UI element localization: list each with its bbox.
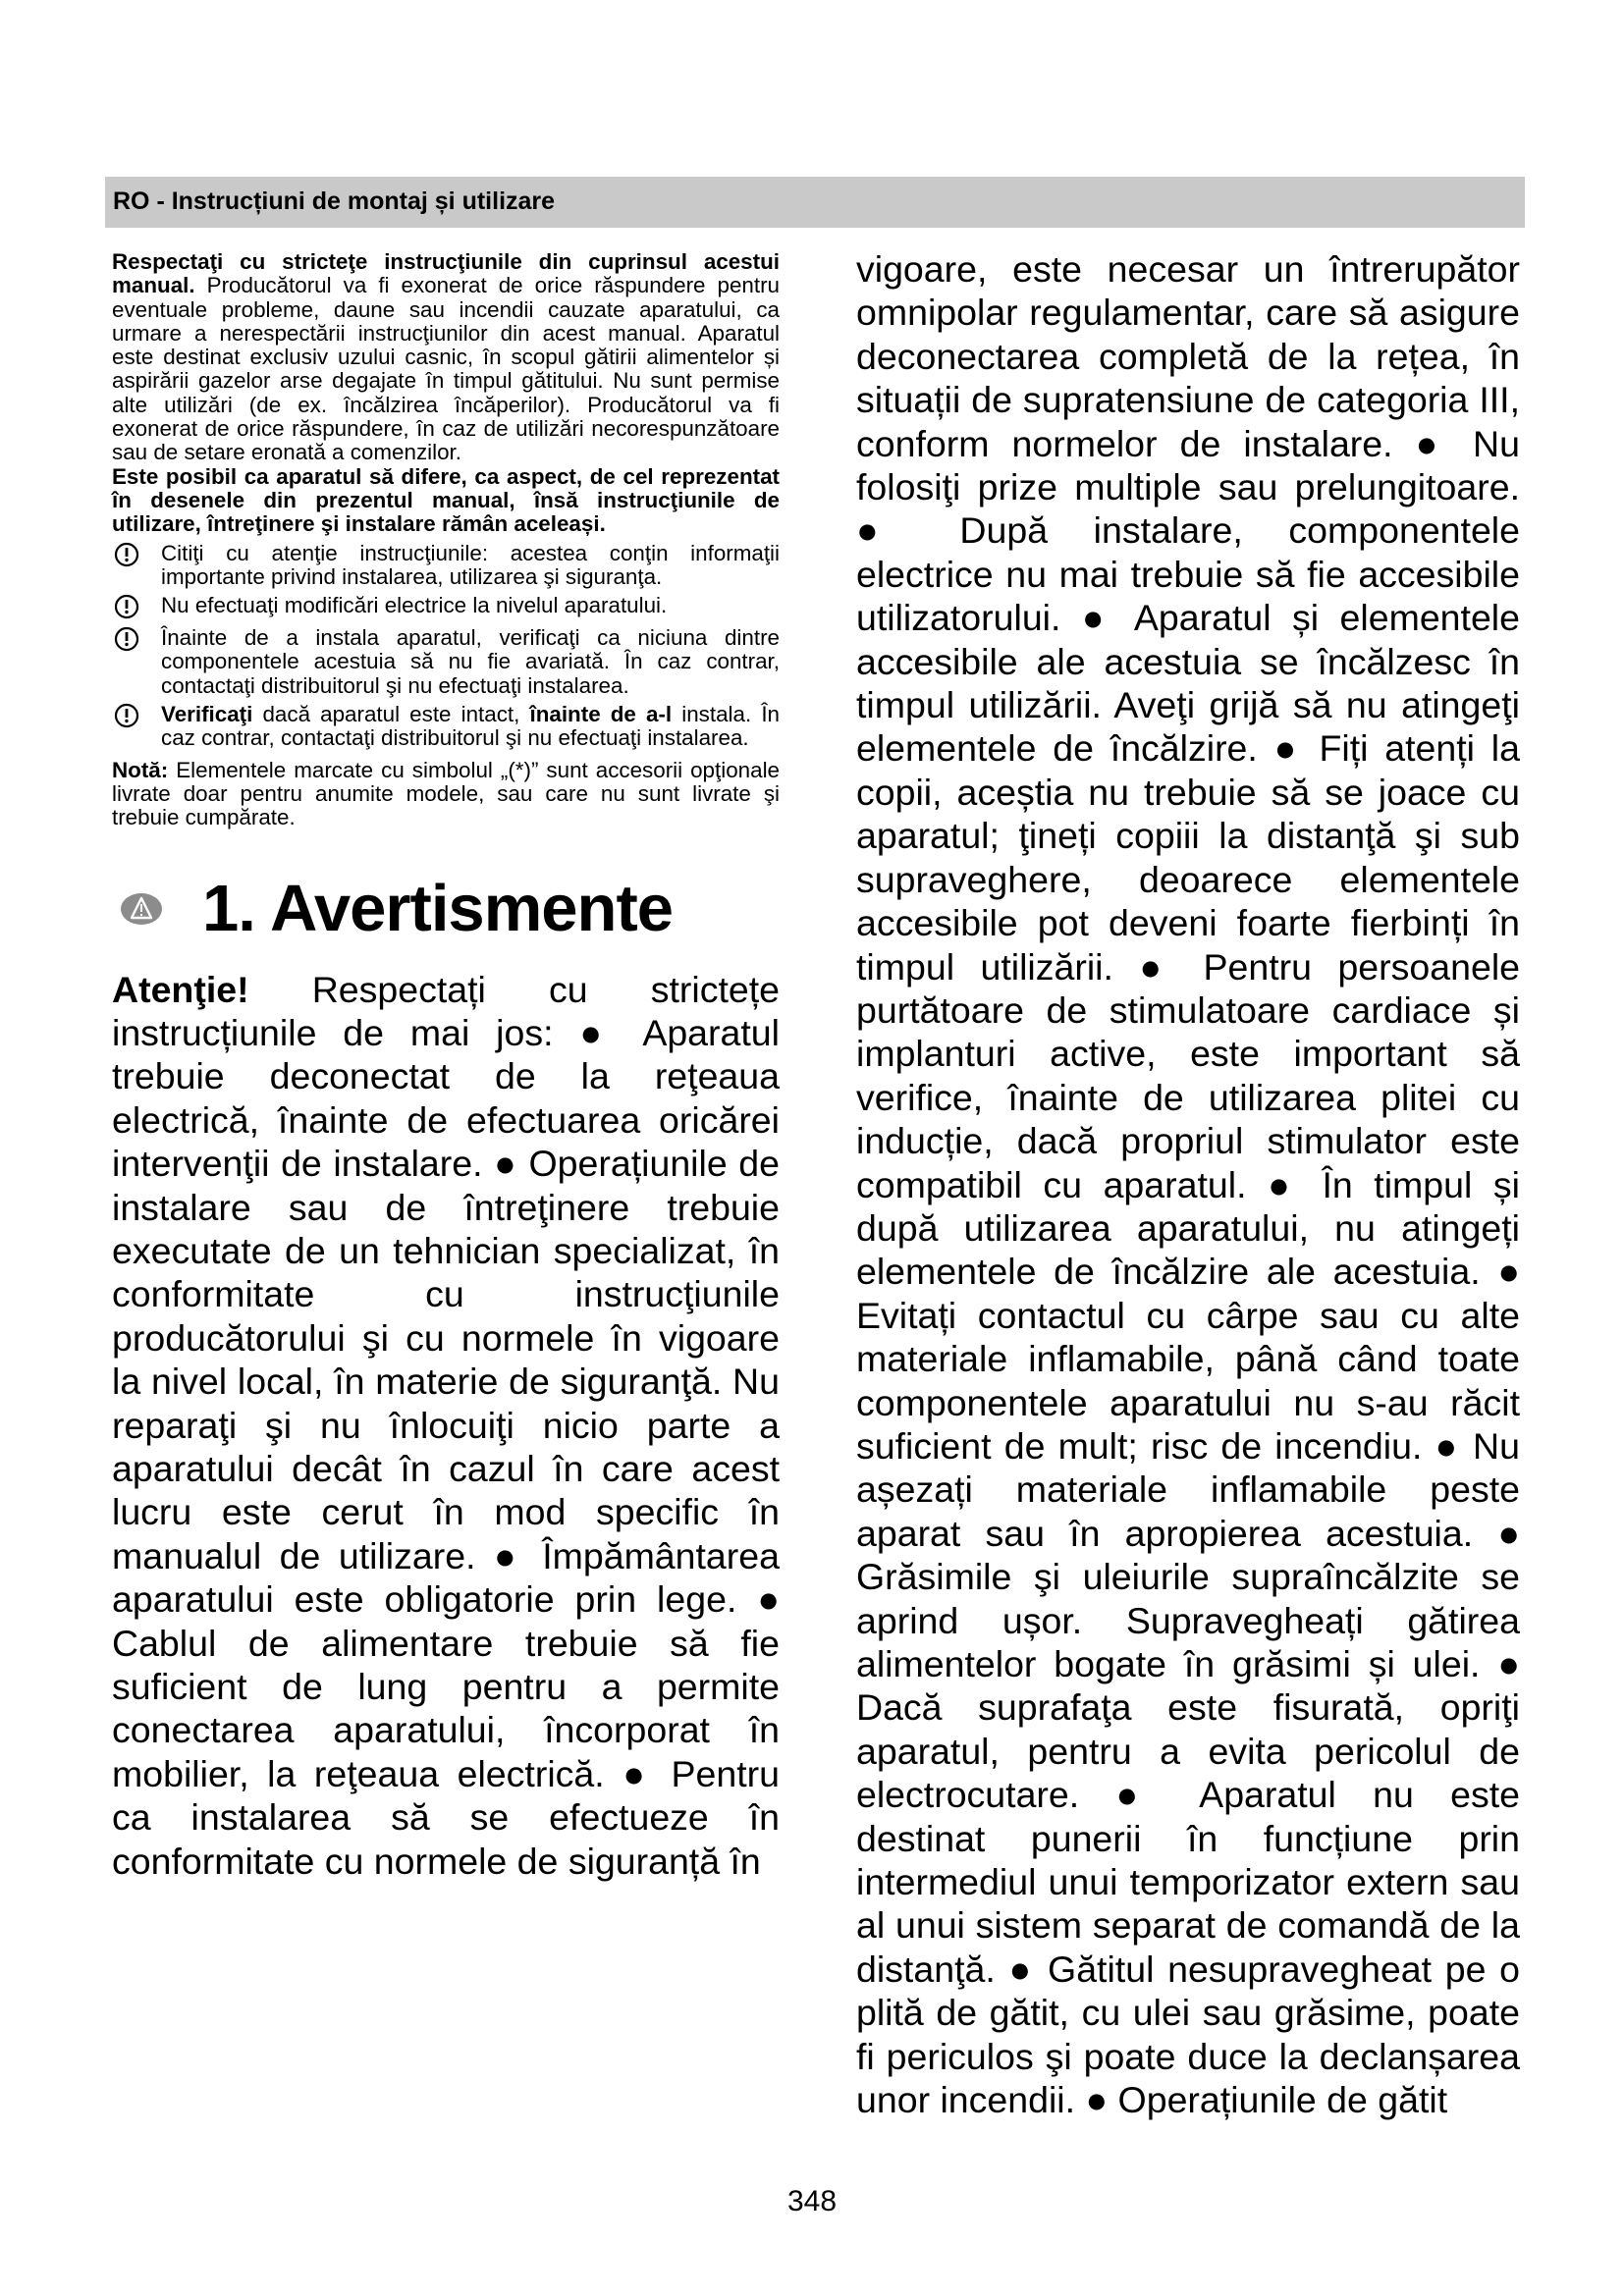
intro-paragraph	[112, 250, 780, 465]
note-bold: înainte de a-l	[529, 702, 673, 727]
warnings-paragraph-right: vigoare, este necesar un întrerupător omnipolar regulamentar, care să asigure deconectarea completă de la rețea, în situații de supratensiune de categoria III, conform normelor de instalare. ● Nu folosiţi prize multiple sau prelungitoare. ● După instalare, componentele electrice nu mai trebuie să fie accesibile utilizatorului. ● Aparatul și elementele accesibile ale acestuia se încălzesc în timpul utilizării. Aveţi grijă să nu atingeţi elementele de încălzire. ● Fiți atenți la copii, aceștia nu trebuie să se joace cu aparatul; ţineți copiii la distanţă şi sub supraveghere, deoarece elementele accesibile pot deveni foarte fierbinți în timpul utilizării. ● Pentru persoanele purtătoare de stimulatoare cardiace și implanturi active, este important să verifice, înainte de utilizarea plitei cu inducție, dacă propriul stimulator este compatibil cu aparatul. ● În timpul și după utilizarea aparatului, nu atingeți elementele de încălzire ale acestuia. ● Evitați contactul cu cârpe sau cu alte materiale inflamabile, până când toate componentele aparatului nu s-au răcit suficient de mult; risc de incendiu. ● Nu așezați materiale inflamabile peste aparat sau în apropierea acestuia. ● Grăsimile şi uleiurile supraîncălzite se aprind ușor. Supravegheați gătirea alimentelor bogate în grăsimi și ulei. ● Dacă suprafaţa este fisurată, opriţi aparatul, pentru a evita pericolul de electrocutare. ● Aparatul nu este destinat punerii în funcțiune prin intermediul unui temporizator extern sau al unui sistem separat de comandă de la distanţă. ● Gătitul nesupravegheat pe o plită de gătit, cu ulei sau grăsime, poate fi periculos şi poate duce la declanșarea unor incendii. ● Operațiunile de gătit	[856, 248, 1520, 2121]
exclamation-circle-icon	[112, 626, 161, 654]
note-text	[161, 703, 780, 751]
note-text-part: dacă aparatul este intact,	[252, 702, 530, 727]
nota-text: Elementele marcate cu simbolul „(*)” sunt accesorii opţionale livrate doar pentru anumite modele, sau care nu sunt livrate şi trebuie cumpărate.	[112, 757, 780, 830]
note-item	[112, 594, 780, 621]
page-title: RO - Instrucțiuni de montaj și utilizare	[113, 187, 556, 215]
warning-triangle-icon	[120, 892, 163, 926]
exclamation-circle-icon	[112, 703, 161, 730]
left-column	[112, 250, 780, 1883]
intro-bold-lead: Respectaţi cu stricteţe instrucţiunile din cuprinsul acestui manual.	[112, 249, 780, 298]
warnings-lead: Atenţie!	[112, 968, 249, 1010]
note-text-part: instala. În caz contrar, contactaţi distribuitorul şi nu efectuaţi instalarea.	[161, 702, 780, 751]
header-bar	[105, 177, 1525, 228]
page-number: 348	[786, 2185, 838, 2217]
right-column	[856, 247, 1520, 2121]
note-item	[112, 703, 780, 751]
warnings-text-left: Respectați cu strictețe instrucțiunile de mai jos: ● Aparatul trebuie deconectat de la reţeaua electrică, înainte de efectuarea oricărei intervenţii de instalare. ● Operațiunile de instalare sau de întreţinere trebuie executate de un tehnician specializat, în conformitate cu instrucţiunile producătorului şi cu normele în vigoare la nivel local, în materie de siguranţă. Nu reparaţi şi nu înlocuiţi nicio parte a aparatului decât în cazul în care acest lucru este cerut în mod specific în manualul de utilizare. ● Împământarea aparatului este obligatorie prin lege. ● Cablul de alimentare trebuie să fie suficient de lung pentru a permite conectarea aparatului, încorporat în mobilier, la reţeaua electrică. ● Pentru ca instalarea să se efectueze în conformitate cu normele de siguranță în	[112, 968, 780, 1882]
note-text: Nu efectuaţi modificări electrice la nivelul aparatului.	[161, 593, 668, 618]
exclamation-circle-icon	[112, 542, 161, 569]
note-text: Citiţi cu atenţie instrucţiunile: acestea conţin informaţii importante privind instalarea, utilizarea şi siguranţa.	[161, 540, 780, 589]
intro-statement	[112, 465, 780, 537]
note-text: Înainte de a instala aparatul, verificaţi ca niciuna dintre componentele acestuia să nu fie avariată. În caz contrar, contactaţi distribuitorul şi nu efectuaţi instalarea.	[161, 625, 780, 698]
nota-label: Notă:	[112, 757, 169, 782]
note-item	[112, 542, 780, 590]
nota-paragraph	[112, 759, 780, 830]
exclamation-circle-icon	[112, 594, 161, 621]
note-item	[112, 626, 780, 698]
intro-text: Producătorul va fi exonerat de orice răspundere pentru eventuale probleme, daune sau incendii cauzate aparatului, ca urmare a nerespectării instrucţiunilor din acest manual. Aparatul este destinat exclusiv uzului casnic, în scopul gătirii alimentelor și aspirării gazelor arse degajate în timpul gătitului. Nu sunt permise alte utilizări (de ex. încălzirea încăperilor). Producătorul va fi exonerat de orice răspundere, în caz de utilizări necorespunzătoare sau de setare eronată a comenzilor.	[112, 273, 780, 465]
intro-bold-statement: Este posibil ca aparatul să difere, ca aspect, de cel reprezentat în desenele din prezentul manual, însă instrucţiunile de utilizare, întreţinere şi instalare rămân aceleași.	[112, 463, 780, 537]
section-heading	[112, 870, 780, 948]
note-bold: Verificaţi	[161, 702, 253, 727]
warnings-paragraph-left	[112, 968, 780, 1884]
section-title: 1. Avertismente	[202, 872, 674, 946]
